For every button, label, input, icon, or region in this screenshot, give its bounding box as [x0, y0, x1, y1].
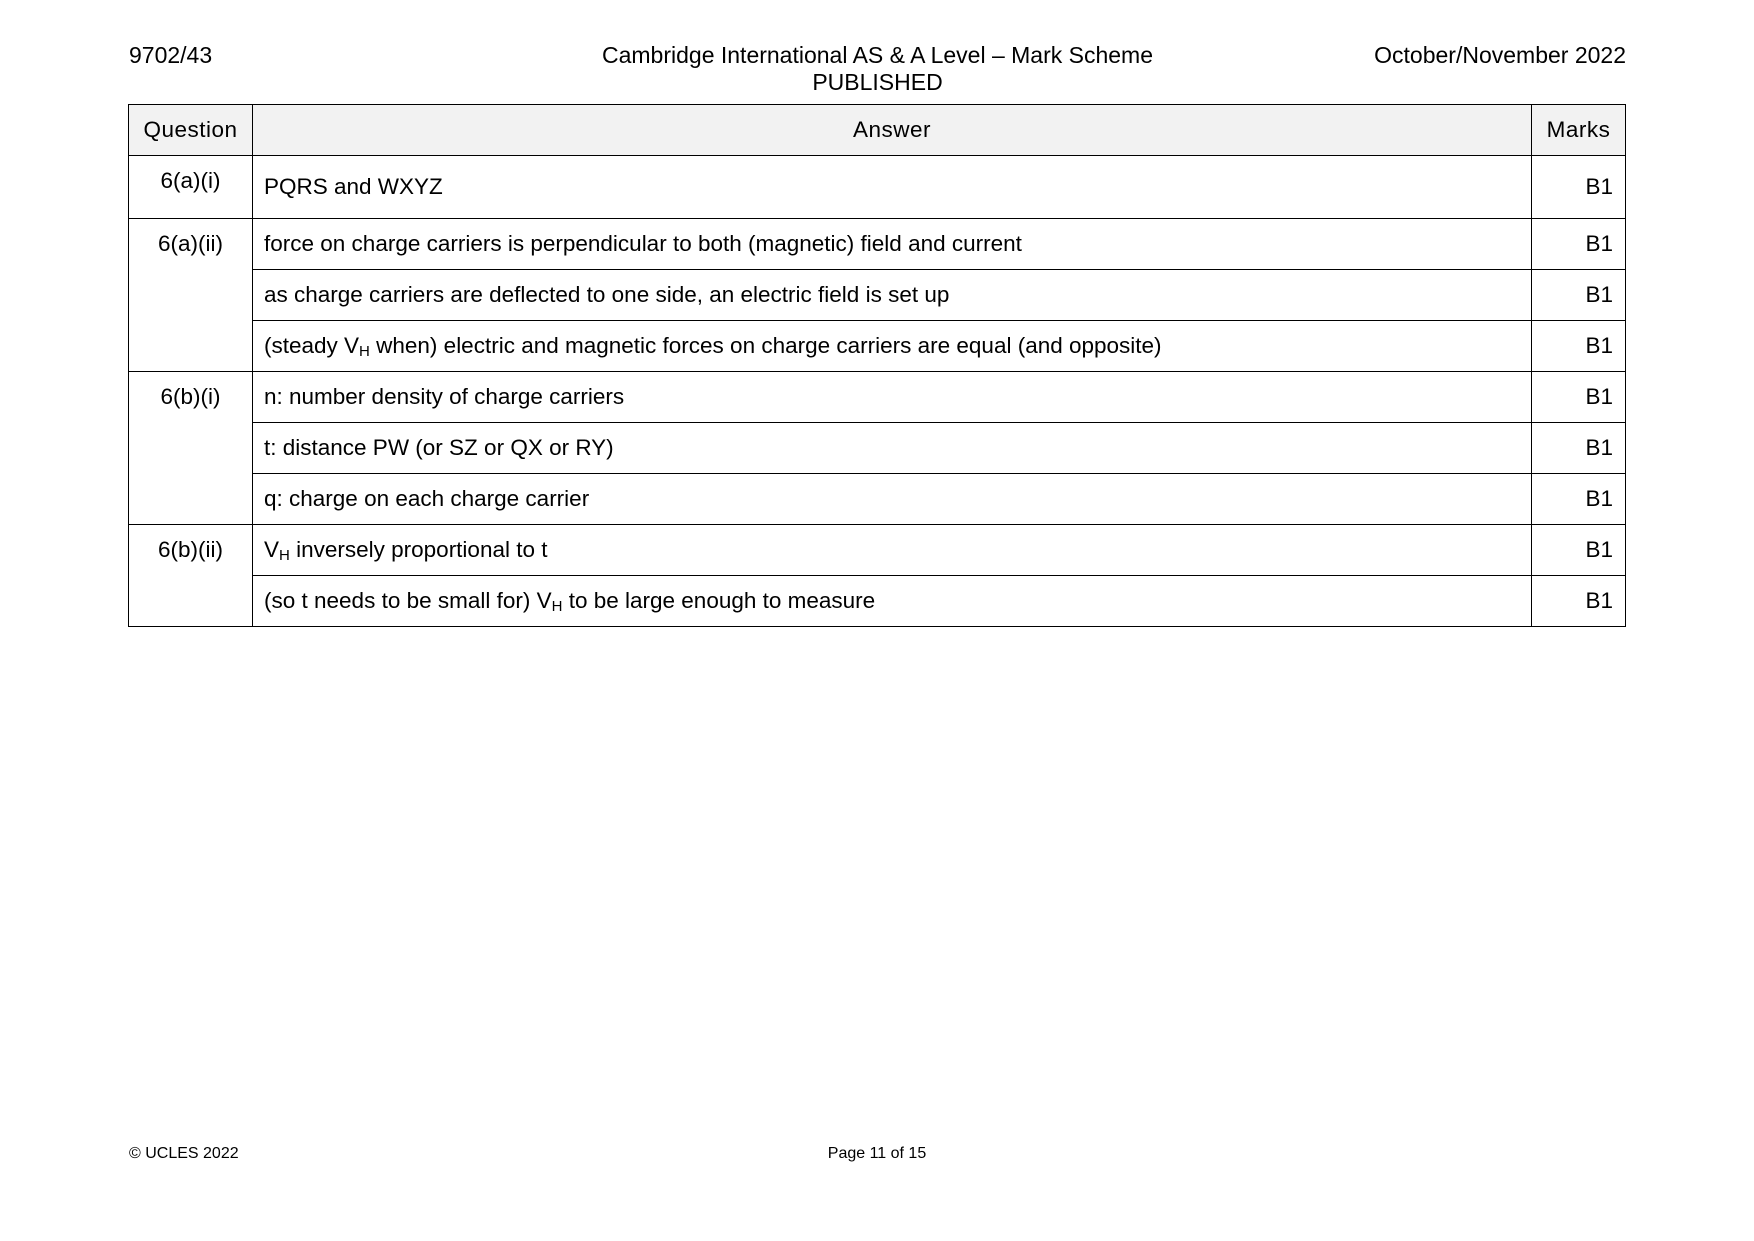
answer-cell: force on charge carriers is perpendicular to both (magnetic) field and current: [253, 219, 1532, 270]
table-row: [129, 270, 1626, 321]
question-number: 6(b)(i): [129, 372, 253, 525]
mark-cell: B1: [1532, 321, 1626, 372]
column-header-question: Question: [129, 105, 253, 156]
question-number: 6(a)(i): [129, 156, 253, 219]
table-header-row: [129, 105, 1626, 156]
column-header-marks: Marks: [1532, 105, 1626, 156]
answer-text: V: [264, 537, 280, 562]
publication-status: PUBLISHED: [812, 69, 943, 95]
answer-cell: PQRS and WXYZ: [253, 156, 1532, 219]
table-row: [129, 423, 1626, 474]
answer-text: (steady V: [264, 333, 360, 358]
column-header-answer: Answer: [253, 105, 1532, 156]
answer-cell: [253, 321, 1532, 372]
answer-cell: t: distance PW (or SZ or QX or RY): [253, 423, 1532, 474]
mark-cell: B1: [1532, 525, 1626, 576]
page-number: Page 11 of 15: [827, 1145, 927, 1162]
table-row: [129, 525, 1626, 576]
question-number: 6(a)(ii): [129, 219, 253, 372]
question-number: 6(b)(ii): [129, 525, 253, 627]
answer-text: to be large enough to measure: [562, 588, 876, 613]
mark-cell: B1: [1532, 219, 1626, 270]
mark-cell: B1: [1532, 423, 1626, 474]
table-row: [129, 219, 1626, 270]
answer-cell: [253, 576, 1532, 627]
table-row: [129, 321, 1626, 372]
table-row: [129, 156, 1626, 219]
answer-cell: [253, 525, 1532, 576]
mark-cell: B1: [1532, 474, 1626, 525]
mark-cell: B1: [1532, 270, 1626, 321]
answer-text: when) electric and magnetic forces on charge carriers are equal (and opposite): [369, 333, 1162, 358]
mark-cell: B1: [1532, 576, 1626, 627]
copyright-notice: © UCLES 2022: [129, 1145, 239, 1162]
answer-text: inversely proportional to t: [289, 537, 548, 562]
answer-cell: as charge carriers are deflected to one side, an electric field is set up: [253, 270, 1532, 321]
mark-scheme-table: [128, 104, 1626, 627]
document-title: Cambridge International AS & A Level – Mark Scheme: [601, 42, 1154, 68]
syllabus-code: 9702/43: [129, 42, 213, 68]
mark-cell: B1: [1532, 372, 1626, 423]
answer-cell: n: number density of charge carriers: [253, 372, 1532, 423]
subscript: H: [359, 343, 370, 360]
answer-text: (so t needs to be small for) V: [264, 588, 552, 613]
table-row: [129, 372, 1626, 423]
mark-cell: B1: [1532, 156, 1626, 219]
answer-cell: q: charge on each charge carrier: [253, 474, 1532, 525]
exam-session: October/November 2022: [1374, 42, 1626, 68]
table-row: [129, 474, 1626, 525]
subscript: H: [279, 547, 290, 564]
subscript: H: [551, 598, 563, 615]
table-row: [129, 576, 1626, 627]
